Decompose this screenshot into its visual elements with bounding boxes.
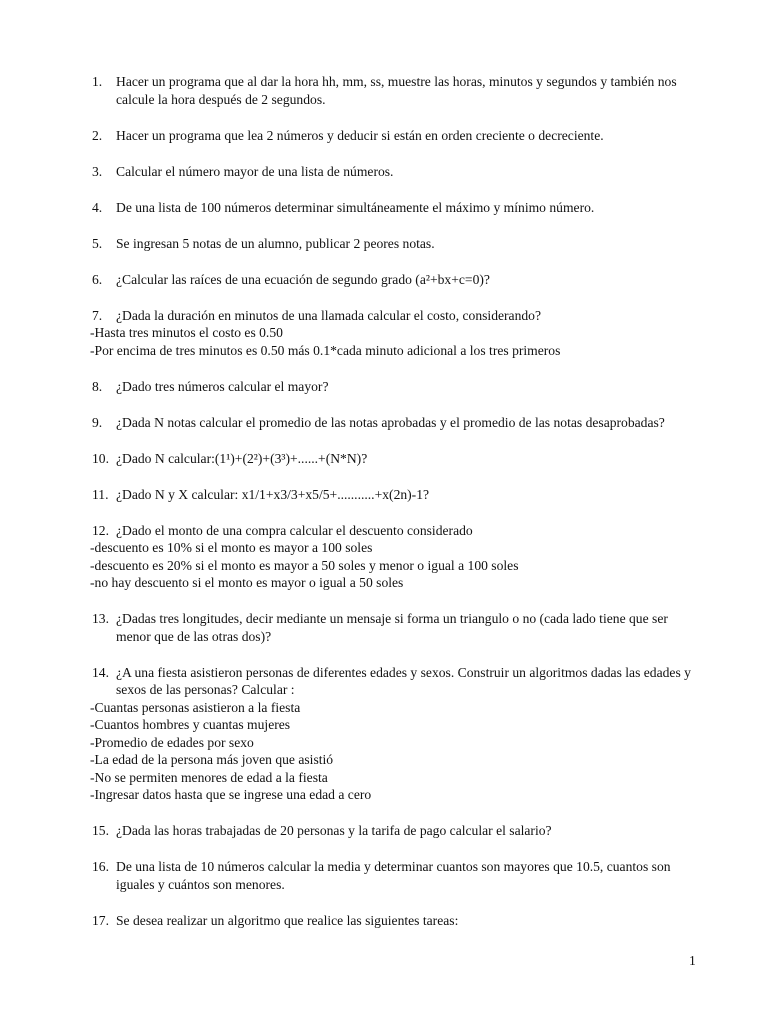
exercise-statement bbox=[92, 450, 692, 468]
exercise-number: 2. bbox=[92, 127, 103, 143]
exercise-number: 16. bbox=[92, 859, 109, 874]
exercise-condition: -Cuantos hombres y cuantas mujeres bbox=[90, 717, 291, 732]
exercise-condition: -descuento es 10% si el monto es mayor a 100 soles bbox=[90, 540, 373, 555]
exercise-text: De una lista de 100 números determinar simultáneamente el máximo y mínimo número. bbox=[116, 199, 595, 215]
exercise-text: ¿Dadas tres longitudes, decir mediante un mensaje si forma un triangulo o no (cada lado tiene que ser menor que de las otras dos)? bbox=[116, 611, 668, 644]
exercise-condition: -descuento es 20% si el monto es mayor a 50 soles y menor o igual a 100 soles bbox=[90, 557, 519, 573]
exercise-text: ¿Dado N calcular:(1¹)+(2²)+(3³)+......+(N*N)? bbox=[116, 450, 368, 466]
exercise-statement bbox=[92, 664, 692, 699]
exercise-item bbox=[92, 199, 692, 217]
exercise-statement bbox=[92, 486, 692, 504]
exercise-statement bbox=[92, 912, 692, 930]
exercise-item bbox=[92, 73, 692, 108]
exercise-statement bbox=[92, 73, 692, 108]
exercise-statement bbox=[92, 822, 692, 840]
exercise-number: 15. bbox=[92, 823, 109, 838]
exercise-text: Hacer un programa que al dar la hora hh, mm, ss, muestre las horas, minutos y segundos y también nos calcule la hora después de 2 segundos. bbox=[116, 74, 677, 107]
exercise-text: De una lista de 10 números calcular la media y determinar cuantos son mayores que 10.5, cuantos son iguales y cuántos son menores. bbox=[116, 859, 671, 892]
exercise-text: Se desea realizar un algoritmo que realice las siguientes tareas: bbox=[116, 912, 459, 928]
exercise-item bbox=[92, 522, 692, 592]
exercise-item bbox=[92, 235, 692, 253]
exercise-item bbox=[92, 822, 692, 840]
exercise-text: Calcular el número mayor de una lista de números. bbox=[116, 163, 394, 179]
exercise-statement bbox=[92, 163, 692, 181]
exercise-condition: -no hay descuento si el monto es mayor o igual a 50 soles bbox=[90, 575, 404, 590]
exercise-condition: -Promedio de edades por sexo bbox=[90, 734, 254, 750]
exercise-condition: -Cuantas personas asistieron a la fiesta bbox=[90, 699, 301, 715]
exercise-item bbox=[92, 414, 692, 432]
exercise-number: 1. bbox=[92, 74, 103, 89]
exercise-number: 13. bbox=[92, 611, 109, 626]
exercise-statement bbox=[92, 522, 692, 540]
exercise-item bbox=[92, 912, 692, 930]
exercise-text: ¿Dada la duración en minutos de una llamada calcular el costo, considerando? bbox=[116, 307, 542, 323]
exercise-number: 12. bbox=[92, 522, 109, 538]
exercise-item bbox=[92, 307, 692, 360]
exercise-number: 4. bbox=[92, 199, 103, 215]
exercise-statement bbox=[92, 414, 692, 432]
exercise-number: 8. bbox=[92, 378, 103, 394]
exercise-number: 9. bbox=[92, 414, 103, 430]
exercise-statement bbox=[92, 610, 692, 645]
exercise-number: 5. bbox=[92, 235, 103, 251]
exercise-condition: -No se permiten menores de edad a la fiesta bbox=[90, 769, 328, 785]
exercise-text: ¿Dado el monto de una compra calcular el descuento considerado bbox=[116, 522, 473, 538]
exercise-statement bbox=[92, 858, 692, 893]
exercise-text: ¿Calcular las raíces de una ecuación de segundo grado (a²+bx+c=0)? bbox=[116, 271, 490, 287]
exercise-condition: -La edad de la persona más joven que asistió bbox=[90, 752, 334, 767]
exercise-text: ¿A una fiesta asistieron personas de diferentes edades y sexos. Construir un algoritmos dadas las edades y sexos de las personas? Calcular : bbox=[116, 664, 691, 697]
exercise-statement bbox=[92, 199, 692, 217]
exercise-item bbox=[92, 858, 692, 893]
exercise-list bbox=[92, 73, 692, 948]
exercise-statement bbox=[92, 127, 692, 145]
exercise-text: ¿Dada N notas calcular el promedio de las notas aprobadas y el promedio de las notas desaprobadas? bbox=[116, 414, 665, 430]
exercise-item bbox=[92, 127, 692, 145]
exercise-statement bbox=[92, 271, 692, 289]
exercise-statement bbox=[92, 307, 692, 325]
exercise-number: 6. bbox=[92, 271, 103, 287]
exercise-number: 10. bbox=[92, 450, 109, 466]
exercise-condition: -Por encima de tres minutos es 0.50 más 0.1*cada minuto adicional a los tres primeros bbox=[90, 342, 561, 358]
exercise-number: 11. bbox=[92, 486, 109, 502]
exercise-text: ¿Dado tres números calcular el mayor? bbox=[116, 378, 329, 394]
exercise-number: 7. bbox=[92, 307, 103, 323]
exercise-text: Se ingresan 5 notas de un alumno, publicar 2 peores notas. bbox=[116, 235, 435, 251]
page-number: 1 bbox=[689, 953, 696, 968]
exercise-item bbox=[92, 271, 692, 289]
exercise-text: ¿Dada las horas trabajadas de 20 personas y la tarifa de pago calcular el salario? bbox=[116, 823, 552, 838]
exercise-number: 14. bbox=[92, 664, 109, 680]
exercise-condition: -Ingresar datos hasta que se ingrese una edad a cero bbox=[90, 787, 372, 802]
exercise-number: 3. bbox=[92, 163, 103, 179]
exercise-item bbox=[92, 486, 692, 504]
exercise-item bbox=[92, 163, 692, 181]
exercise-statement bbox=[92, 235, 692, 253]
exercise-item bbox=[92, 450, 692, 468]
exercise-condition: -Hasta tres minutos el costo es 0.50 bbox=[90, 325, 283, 340]
exercise-item bbox=[92, 610, 692, 645]
exercise-text: ¿Dado N y X calcular: x1/1+x3/3+x5/5+...........+x(2n)-1? bbox=[116, 486, 430, 502]
exercise-statement bbox=[92, 378, 692, 396]
exercise-number: 17. bbox=[92, 912, 109, 928]
exercise-text: Hacer un programa que lea 2 números y deducir si están en orden creciente o decreciente. bbox=[116, 127, 604, 143]
exercise-item bbox=[92, 378, 692, 396]
exercise-item bbox=[92, 664, 692, 804]
